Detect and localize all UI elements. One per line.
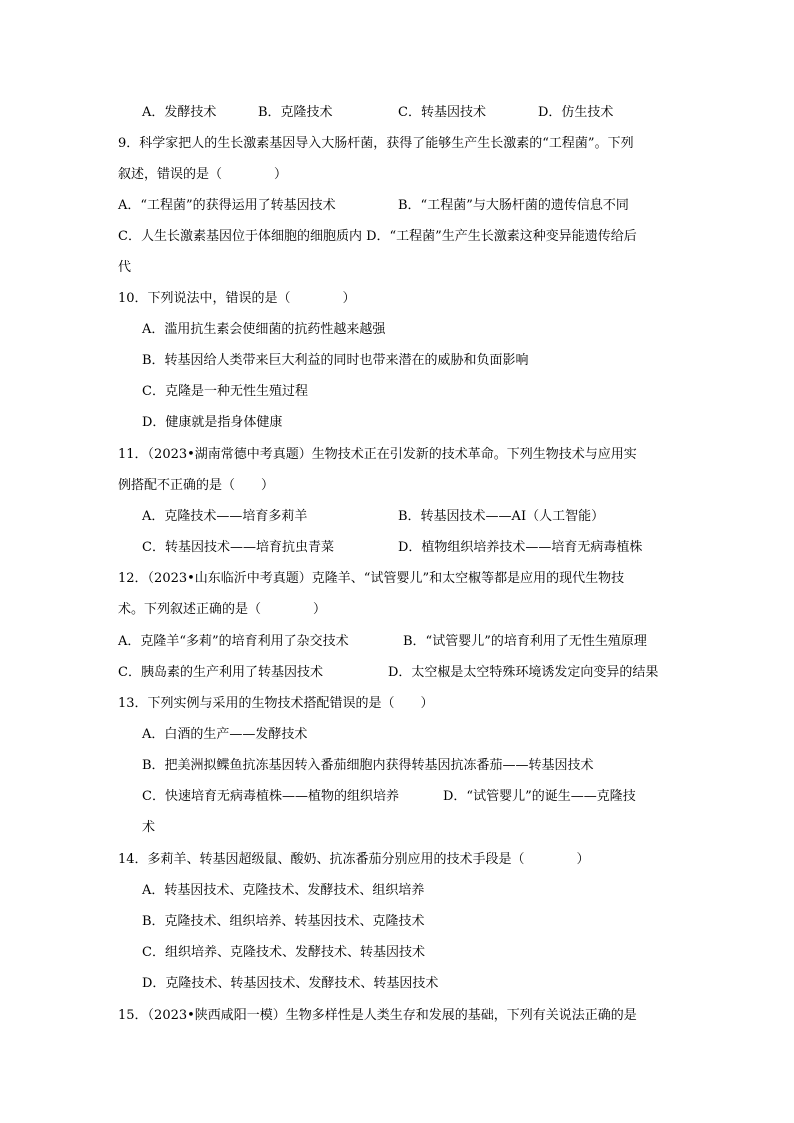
q11-option-a: A．克隆技术——培育多莉羊	[142, 509, 308, 524]
q8-option-c: C．转基因技术	[398, 105, 486, 120]
q12-stem-line2: 术。下列叙述正确的是（ ）	[118, 602, 327, 617]
q12-option-b: B．“试管婴儿”的培育利用了无性生殖原理	[403, 634, 647, 649]
q9-stem-line2: 叙述，错误的是（ ）	[118, 167, 288, 182]
q11-option-c: C．转基因技术——培育抗虫青菜	[142, 540, 334, 555]
q10-option-d: D．健康就是指身体健康	[142, 415, 283, 430]
q13-option-d: D．“试管婴儿”的诞生——克隆技	[443, 789, 636, 804]
q8-option-a: A．发酵技术	[142, 105, 217, 120]
q14-option-d: D．克隆技术、转基因技术、发酵技术、转基因技术	[142, 976, 439, 991]
q13-option-d-continued: 术	[142, 820, 156, 835]
q14-option-c: C．组织培养、克隆技术、发酵技术、转基因技术	[142, 945, 425, 960]
q8-option-d: D．仿生技术	[538, 105, 614, 120]
q14-option-a: A．转基因技术、克隆技术、发酵技术、组织培养	[142, 883, 425, 898]
q9-option-a: A．“工程菌”的获得运用了转基因技术	[118, 198, 336, 213]
q12-option-d: D．太空椒是太空特殊环境诱发定向变异的结果	[388, 665, 659, 680]
q13-option-c: C．快速培育无病毒植株——植物的组织培养	[142, 789, 399, 804]
q9-option-c-d: C．人生长激素基因位于体细胞的细胞质内 D．“工程菌”生产生长激素这种变异能遗传给后	[118, 229, 637, 244]
q8-option-b: B．克隆技术	[258, 105, 333, 120]
q15-stem: 15．（2023•陕西咸阳一模）生物多样性是人类生存和发展的基础，下列有关说法正确的是	[118, 1008, 637, 1023]
q10-stem: 10．下列说法中，错误的是（ ）	[118, 291, 356, 306]
q12-option-c: C．胰岛素的生产利用了转基因技术	[118, 665, 323, 680]
q12-option-a: A．克隆羊“多莉”的培育利用了杂交技术	[118, 634, 349, 649]
q10-option-c: C．克隆是一种无性生殖过程	[142, 384, 308, 399]
q11-option-d: D．植物组织培养技术——培育无病毒植株	[398, 540, 643, 555]
q11-option-b: B．转基因技术——AI（人工智能）	[398, 509, 605, 524]
q11-stem-line2: 例搭配不正确的是（ ）	[118, 478, 275, 493]
q14-option-b: B．克隆技术、组织培养、转基因技术、克隆技术	[142, 914, 425, 929]
q9-option-b: B．“工程菌”与大肠杆菌的遗传信息不同	[398, 198, 629, 213]
q10-option-a: A．滥用抗生素会使细菌的抗药性越来越强	[142, 322, 386, 337]
q11-stem-line1: 11．（2023•湖南常德中考真题）生物技术正在引发新的技术革命。下列生物技术与应用实	[118, 447, 637, 462]
q13-option-b: B．把美洲拟鲽鱼抗冻基因转入番茄细胞内获得转基因抗冻番茄——转基因技术	[142, 758, 594, 773]
q13-option-a: A．白酒的生产——发酵技术	[142, 727, 308, 742]
q12-stem-line1: 12．（2023•山东临沂中考真题）克隆羊、“试管婴儿”和太空椒等都是应用的现代生物技	[118, 571, 625, 586]
q13-stem: 13．下列实例与采用的生物技术搭配错误的是（ ）	[118, 696, 434, 711]
q14-stem: 14．多莉羊、转基因超级鼠、酸奶、抗冻番茄分别应用的技术手段是（ ）	[118, 852, 590, 867]
q9-option-d-continued: 代	[118, 260, 132, 275]
q9-stem-line1: 9．科学家把人的生长激素基因导入大肠杆菌，获得了能够生产生长激素的“工程菌”。下列	[118, 136, 634, 151]
q10-option-b: B．转基因给人类带来巨大利益的同时也带来潜在的威胁和负面影响	[142, 353, 529, 368]
